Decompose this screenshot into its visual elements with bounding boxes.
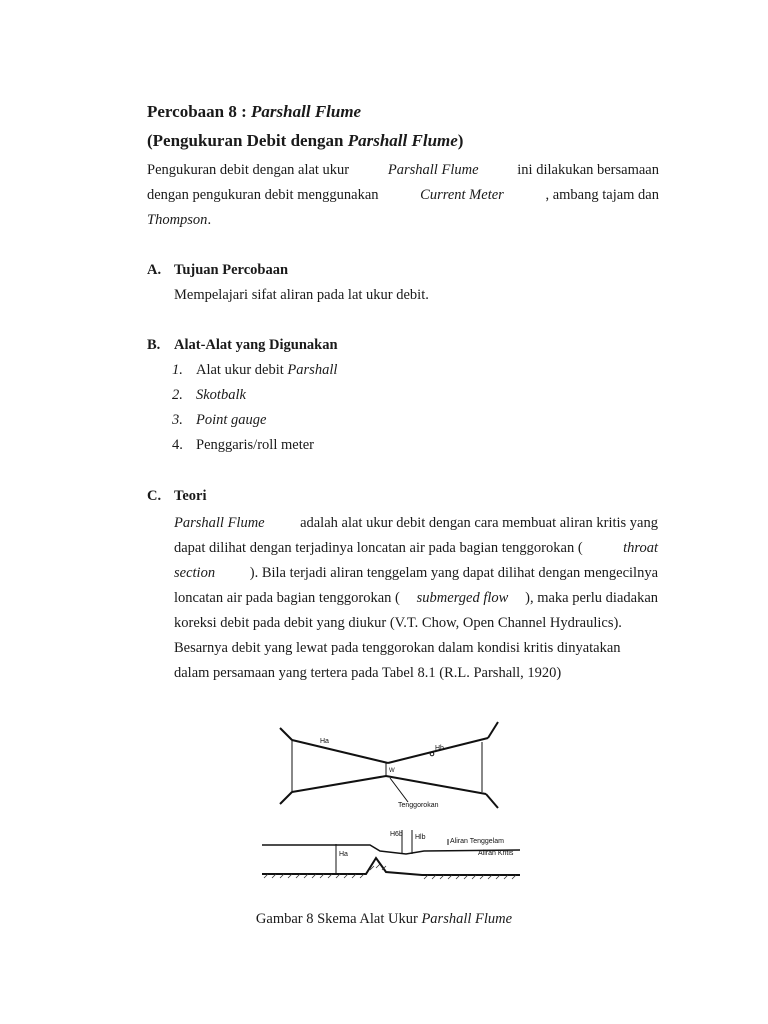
aliran-kritis-label: Aliran Kritis [478,850,514,857]
plan-view [280,722,498,808]
aliran-tenggelam-label: Aliran Tenggelam [450,838,504,845]
experiment-subtitle: (Pengukuran Debit dengan Parshall Flume) [147,131,464,150]
theory-line: Parshall Flume adalah alat ukur debit dengan cara membuat aliran kritis yang [174,515,658,531]
list-item: 1. Alat ukur debit Parshall [172,362,338,378]
list-item: 4. Penggaris/roll meter [172,437,314,453]
plan-guides [292,740,482,802]
plan-top-left-wall [292,740,388,763]
plan-right-exit-bottom [486,794,498,808]
theory-paragraph [174,511,658,686]
throat-leader-line [390,778,408,802]
plan-bottom-left-wall [292,776,386,792]
section-a-heading: A. Tujuan Percobaan [147,262,289,278]
ha-profile-label: Ha [339,851,348,858]
theory-line: section ). Bila terjadi aliran tenggelam yang dapat dilihat dengan mengecilnya [174,565,658,581]
theory-line: loncatan air pada bagian tenggorokan ( submerged flow ), maka perlu diadakan [174,590,658,606]
parshall-flume-diagram [258,718,530,898]
plan-right-exit-top [488,722,498,738]
intro-line: dengan pengukuran debit menggunakan Current Meter , ambang tajam dan [147,187,659,203]
plan-labels [320,738,444,809]
hb-label: Hb [435,745,444,752]
intro-line: Pengukuran debit dengan alat ukur Parshall Flume ini dilakukan bersamaan [147,162,659,178]
figure-caption: Gambar 8 Skema Alat Ukur Parshall Flume [255,911,513,927]
channel-bed-line [262,858,520,875]
plan-bottom-right-wall [386,776,486,794]
plan-left-entrance-top [280,728,292,740]
h6b-label: H6b [390,831,403,838]
section-c-heading: C. Teori [147,488,207,504]
theory-line: koreksi debit pada debit yang diukur (V.T. Chow, Open Channel Hydraulics). [174,615,622,631]
throat-width-label: W [389,768,395,774]
theory-line: Besarnya debit yang lewat pada tenggorokan dalam kondisi kritis dinyatakan [174,640,621,656]
ha-label: Ha [320,738,329,745]
list-item: 2. Skotbalk [172,387,246,403]
section-a-body: Mempelajari sifat aliran pada lat ukur debit. [174,287,429,303]
theory-line: dalam persamaan yang tertera pada Tabel 8.1 (R.L. Parshall, 1920) [174,665,562,681]
theory-line: dapat dilihat dengan terjadinya loncatan air pada bagian tenggorokan ( throat [174,540,658,556]
experiment-title: Percobaan 8 : Parshall Flume [147,102,362,121]
plan-left-entrance-bottom [280,792,292,804]
intro-paragraph [147,158,659,233]
h1b-label: Hlb [415,834,426,841]
section-b-heading: B. Alat-Alat yang Digunakan [147,337,338,353]
throat-label: Tenggorokan [398,802,439,809]
list-item: 3. Point gauge [172,412,267,428]
intro-line: Thompson. [147,212,212,228]
